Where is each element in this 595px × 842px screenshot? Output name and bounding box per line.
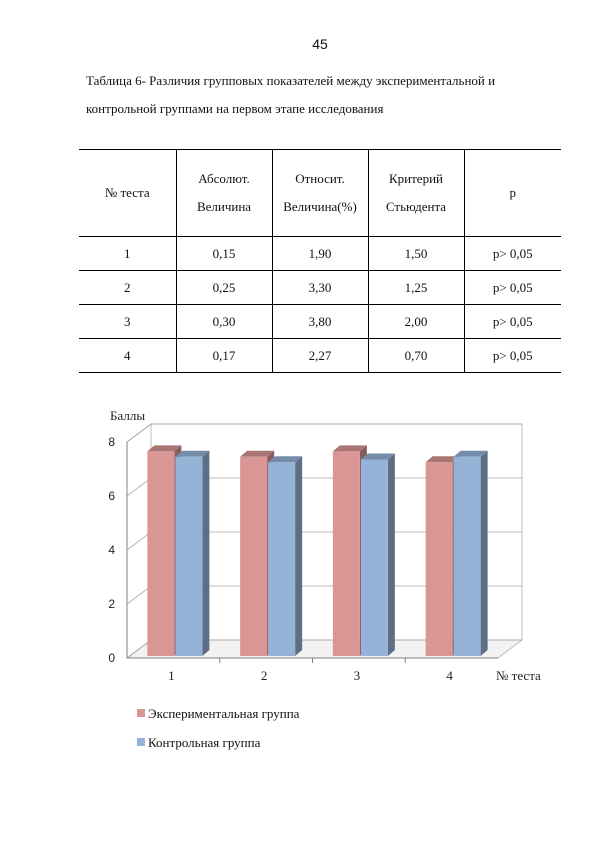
bar bbox=[454, 457, 481, 656]
bar bbox=[147, 451, 174, 656]
y-tick-label: 6 bbox=[108, 489, 115, 503]
table-cell: 1 bbox=[79, 237, 176, 271]
header-text: Стьюдента bbox=[385, 199, 447, 214]
legend-swatch-experimental bbox=[137, 709, 145, 717]
table-row bbox=[79, 305, 561, 339]
bar-side bbox=[388, 454, 395, 657]
x-axis-title: № теста bbox=[496, 668, 541, 683]
y-tick-label: 0 bbox=[108, 651, 115, 665]
table-header-row bbox=[79, 150, 561, 237]
table-row bbox=[79, 339, 561, 373]
legend-label: Контрольная группа bbox=[148, 735, 261, 750]
bar bbox=[361, 460, 388, 657]
table-cell: 1,90 bbox=[272, 237, 368, 271]
table-cell: 0,25 bbox=[176, 271, 272, 305]
legend-swatch-control bbox=[137, 738, 145, 746]
bar bbox=[268, 462, 295, 656]
legend-item-control bbox=[137, 735, 260, 751]
x-tick-label: 2 bbox=[260, 668, 268, 683]
table-cell: 0,15 bbox=[176, 237, 272, 271]
bar bbox=[240, 457, 267, 656]
table-cell: p> 0,05 bbox=[464, 339, 561, 373]
bar bbox=[426, 462, 453, 656]
y-tick-label: 4 bbox=[108, 543, 115, 557]
header-p bbox=[464, 150, 561, 237]
header-relative-value bbox=[272, 150, 368, 237]
bar-side bbox=[295, 456, 302, 656]
bar-side bbox=[202, 451, 209, 656]
x-tick-label: 3 bbox=[353, 668, 361, 683]
table-cell: 2,27 bbox=[272, 339, 368, 373]
table-caption bbox=[86, 67, 556, 123]
header-text: Величина bbox=[196, 199, 252, 214]
table-cell: 1,50 bbox=[368, 237, 464, 271]
table-cell: 2 bbox=[79, 271, 176, 305]
page-number: 45 bbox=[312, 36, 328, 52]
header-text: Величина(%) bbox=[283, 199, 357, 214]
table-cell: p> 0,05 bbox=[464, 305, 561, 339]
table-cell: 1,25 bbox=[368, 271, 464, 305]
table-cell: 4 bbox=[79, 339, 176, 373]
header-text: Относит. bbox=[295, 171, 345, 186]
y-axis-title: Баллы bbox=[110, 408, 146, 423]
header-text: р bbox=[509, 185, 516, 200]
header-text: № теста bbox=[104, 185, 150, 200]
table-cell: 3,80 bbox=[272, 305, 368, 339]
bar bbox=[175, 457, 202, 656]
chart-canvas bbox=[80, 400, 560, 690]
header-text: Критерий bbox=[389, 171, 443, 186]
header-text: Абсолют. bbox=[198, 171, 250, 186]
y-tick-label: 2 bbox=[108, 597, 115, 611]
table-cell: p> 0,05 bbox=[464, 237, 561, 271]
header-test-number bbox=[79, 150, 176, 237]
table-row bbox=[79, 237, 561, 271]
table-cell: 0,17 bbox=[176, 339, 272, 373]
y-tick-label: 8 bbox=[108, 435, 115, 449]
x-tick-label: 1 bbox=[168, 668, 175, 683]
bar-side bbox=[481, 451, 488, 656]
table-row bbox=[79, 271, 561, 305]
header-absolute-value bbox=[176, 150, 272, 237]
legend-label: Экспериментальная группа bbox=[148, 706, 300, 721]
table-cell: 0,70 bbox=[368, 339, 464, 373]
caption-line-1: Таблица 6- Различия групповых показателей между экспериментальной и bbox=[86, 73, 496, 88]
table-cell: p> 0,05 bbox=[464, 271, 561, 305]
table-cell: 2,00 bbox=[368, 305, 464, 339]
table-cell: 3 bbox=[79, 305, 176, 339]
table-cell: 0,30 bbox=[176, 305, 272, 339]
results-table bbox=[79, 149, 561, 373]
caption-line-2: контрольной группами на первом этапе исследования bbox=[86, 101, 384, 116]
table-cell: 3,30 bbox=[272, 271, 368, 305]
x-tick-label: 4 bbox=[446, 668, 453, 683]
header-student-criterion bbox=[368, 150, 464, 237]
bar bbox=[333, 451, 360, 656]
legend-item-experimental bbox=[137, 706, 299, 722]
